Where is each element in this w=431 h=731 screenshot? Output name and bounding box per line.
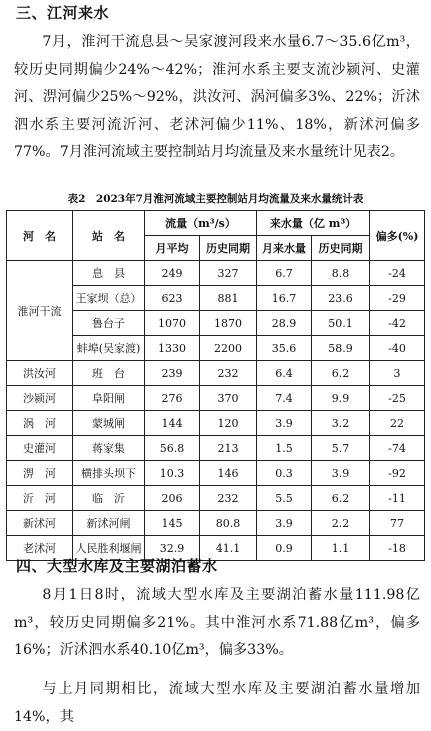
cell-vol-month: 6.4: [257, 361, 312, 386]
table-caption: 表2 2023年7月淮河流域主要控制站月均流量及来水量统计表: [67, 193, 364, 205]
cell-station: 蒙城闸: [73, 411, 145, 436]
header-flow-hist: 历史同期: [200, 236, 257, 261]
header-deviation: 偏多(%): [370, 211, 425, 261]
cell-station: 阜阳闸: [73, 386, 145, 411]
cell-flow-avg: 56.8: [145, 436, 200, 461]
cell-river: 老沭河: [7, 536, 73, 561]
cell-flow-hist: 881: [200, 286, 257, 311]
table-row: [7, 361, 425, 386]
table-row: [7, 461, 425, 486]
cell-vol-month: 0.3: [257, 461, 312, 486]
cell-vol-hist: 3.2: [312, 411, 370, 436]
cell-station: 蒋家集: [73, 436, 145, 461]
cell-vol-hist: 6.2: [312, 486, 370, 511]
cell-flow-hist: 80.8: [200, 511, 257, 536]
table-row: [7, 411, 425, 436]
cell-station: 鲁台子: [73, 311, 145, 336]
cell-vol-hist: 6.2: [312, 361, 370, 386]
cell-vol-month: 16.7: [257, 286, 312, 311]
cell-deviation: -42: [370, 311, 425, 336]
header-volume: 来水量（亿 m³）: [257, 211, 370, 236]
cell-deviation: -11: [370, 486, 425, 511]
cell-flow-avg: 623: [145, 286, 200, 311]
table-row: [7, 261, 425, 286]
cell-flow-avg: 1070: [145, 311, 200, 336]
cell-station: 横排头坝下: [73, 461, 145, 486]
cell-river: 史灌河: [7, 436, 73, 461]
cell-station: 班 台: [73, 361, 145, 386]
cell-vol-month: 35.6: [257, 336, 312, 361]
cell-deviation: -25: [370, 386, 425, 411]
cell-station: 息 县: [73, 261, 145, 286]
cell-vol-hist: 58.9: [312, 336, 370, 361]
cell-deviation: -29: [370, 286, 425, 311]
cell-river: 淮河干流: [7, 261, 73, 361]
cell-flow-hist: 232: [200, 361, 257, 386]
cell-flow-hist: 1870: [200, 311, 257, 336]
cell-deviation: -18: [370, 536, 425, 561]
cell-flow-hist: 327: [200, 261, 257, 286]
section-4-paragraph-2: 与上月同期相比，流域大型水库及主要湖泊蓄水量增加14%，其: [14, 681, 420, 725]
header-vol-hist: 历史同期: [312, 236, 370, 261]
table-row: [7, 436, 425, 461]
cell-station: 王家坝（总）: [73, 286, 145, 311]
cell-vol-month: 6.7: [257, 261, 312, 286]
cell-river: 沙颍河: [7, 386, 73, 411]
cell-station: 蚌埠(吴家渡): [73, 336, 145, 361]
cell-vol-hist: 1.1: [312, 536, 370, 561]
cell-vol-hist: 23.6: [312, 286, 370, 311]
header-flow-avg: 月平均: [145, 236, 200, 261]
cell-flow-hist: 370: [200, 386, 257, 411]
cell-deviation: -74: [370, 436, 425, 461]
cell-vol-hist: 5.7: [312, 436, 370, 461]
cell-flow-hist: 120: [200, 411, 257, 436]
cell-deviation: 3: [370, 361, 425, 386]
cell-flow-hist: 232: [200, 486, 257, 511]
cell-vol-month: 5.5: [257, 486, 312, 511]
cell-flow-hist: 41.1: [200, 536, 257, 561]
table-row: [7, 386, 425, 411]
cell-station: 新沭河闸: [73, 511, 145, 536]
cell-river: 涡 河: [7, 411, 73, 436]
cell-river: 新沭河: [7, 511, 73, 536]
table-body: [7, 261, 425, 561]
cell-river: 沂 河: [7, 486, 73, 511]
header-station: 站 名: [73, 211, 145, 261]
cell-flow-avg: 239: [145, 361, 200, 386]
cell-deviation: -92: [370, 461, 425, 486]
flow-statistics-table: [6, 210, 425, 561]
header-vol-month: 月来水量: [257, 236, 312, 261]
cell-vol-hist: 8.8: [312, 261, 370, 286]
section-3-paragraph: 7月，淮河干流息县～吴家渡河段来水量6.7～35.6亿m³，较历史同期偏少24%～42%；淮河水系主要支流沙颍河、史灌河、淠河偏少25%～92%，洪汝河、涡河偏多3%、22%；沂沭泗水系主要河流沂河、老沭河偏少11%、18%，新沭河偏多77%。7月淮河流域主要控制站月均流量及来水量统计见表2。: [14, 34, 420, 160]
cell-vol-month: 0.9: [257, 536, 312, 561]
cell-flow-avg: 145: [145, 511, 200, 536]
cell-river: 淠 河: [7, 461, 73, 486]
cell-deviation: -24: [370, 261, 425, 286]
cell-flow-avg: 206: [145, 486, 200, 511]
header-river: 河 名: [7, 211, 73, 261]
table-row: [7, 511, 425, 536]
header-flow: 流量（m³/s）: [145, 211, 257, 236]
section-3-title: 三、江河来水: [16, 4, 110, 22]
cell-flow-avg: 144: [145, 411, 200, 436]
section-4-paragraph-1: 8月1日8时，流域大型水库及主要湖泊蓄水量111.98亿m³，较历史同期偏多21%。其中淮河水系71.88亿m³，偏多16%；沂沭泗水系40.10亿m³，偏多33%。: [14, 587, 420, 658]
cell-vol-month: 3.9: [257, 511, 312, 536]
cell-deviation: 22: [370, 411, 425, 436]
cell-vol-hist: 50.1: [312, 311, 370, 336]
cell-vol-month: 28.9: [257, 311, 312, 336]
cell-flow-avg: 10.3: [145, 461, 200, 486]
cell-flow-hist: 2200: [200, 336, 257, 361]
cell-vol-hist: 2.2: [312, 511, 370, 536]
cell-river: 洪汝河: [7, 361, 73, 386]
cell-vol-month: 3.9: [257, 411, 312, 436]
cell-flow-hist: 213: [200, 436, 257, 461]
cell-flow-avg: 276: [145, 386, 200, 411]
cell-deviation: 77: [370, 511, 425, 536]
cell-deviation: -40: [370, 336, 425, 361]
cell-vol-month: 7.4: [257, 386, 312, 411]
cell-vol-month: 1.5: [257, 436, 312, 461]
cell-vol-hist: 9.9: [312, 386, 370, 411]
cell-flow-avg: 249: [145, 261, 200, 286]
table-row: [7, 486, 425, 511]
cell-vol-hist: 3.9: [312, 461, 370, 486]
cell-flow-avg: 32.9: [145, 536, 200, 561]
cell-flow-hist: 146: [200, 461, 257, 486]
section-4-title: 四、大型水库及主要湖泊蓄水: [16, 557, 218, 575]
cell-station: 临 沂: [73, 486, 145, 511]
cell-station: 人民胜利堰闸: [73, 536, 145, 561]
cell-flow-avg: 1330: [145, 336, 200, 361]
